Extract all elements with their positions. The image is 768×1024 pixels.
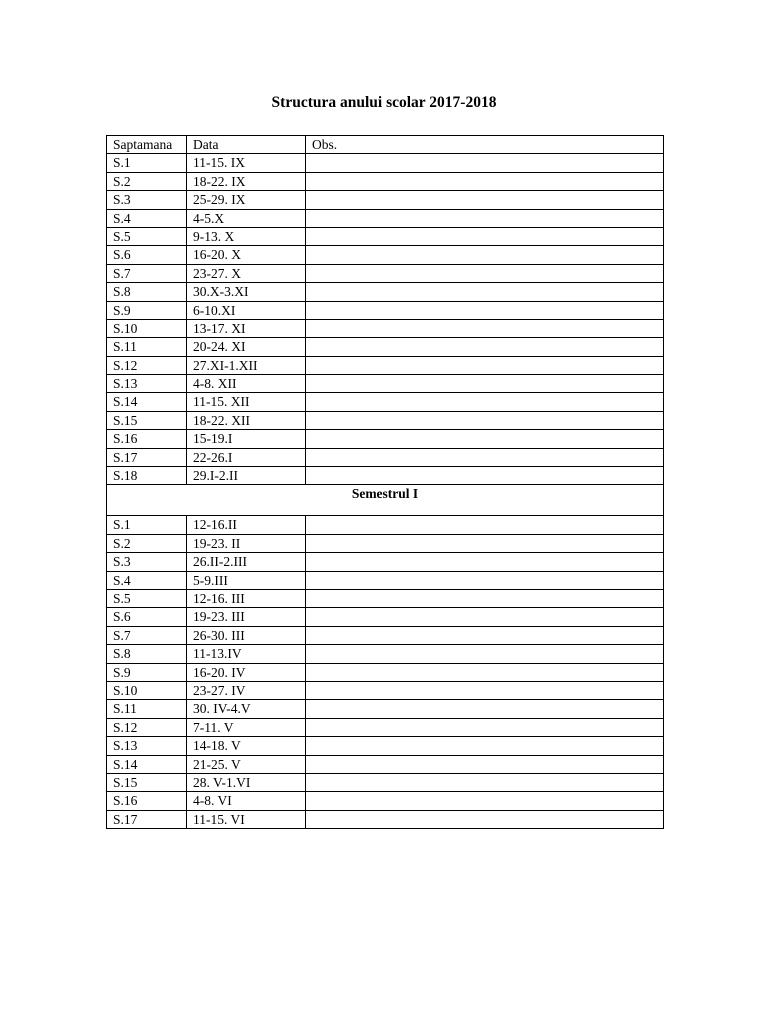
obs-cell: [306, 663, 664, 681]
date-cell: 30.X-3.XI: [187, 283, 306, 301]
document-title: Structura anului scolar 2017-2018: [271, 94, 497, 111]
table-row: [107, 191, 664, 209]
obs-cell: [306, 191, 664, 209]
table-row: [107, 283, 664, 301]
table-row: [107, 430, 664, 448]
date-cell: 26.II-2.III: [187, 553, 306, 571]
week-cell: S.4: [107, 209, 187, 227]
week-cell: S.16: [107, 792, 187, 810]
table-row: [107, 154, 664, 172]
semester-label: Semestrul I: [107, 485, 664, 516]
obs-cell: [306, 700, 664, 718]
week-cell: S.6: [107, 608, 187, 626]
date-cell: 19-23. III: [187, 608, 306, 626]
date-cell: 14-18. V: [187, 737, 306, 755]
obs-cell: [306, 319, 664, 337]
week-cell: S.1: [107, 154, 187, 172]
date-cell: 6-10.XI: [187, 301, 306, 319]
semester-separator-row: [107, 485, 664, 516]
week-cell: S.2: [107, 172, 187, 190]
table-row: [107, 737, 664, 755]
week-cell: S.18: [107, 467, 187, 485]
date-cell: 4-8. VI: [187, 792, 306, 810]
date-cell: 23-27. X: [187, 264, 306, 282]
table-row: [107, 608, 664, 626]
date-cell: 25-29. IX: [187, 191, 306, 209]
date-cell: 12-16. III: [187, 589, 306, 607]
date-cell: 11-13.IV: [187, 645, 306, 663]
date-cell: 30. IV-4.V: [187, 700, 306, 718]
week-cell: S.10: [107, 319, 187, 337]
obs-cell: [306, 356, 664, 374]
date-cell: 4-5.X: [187, 209, 306, 227]
date-cell: 20-24. XI: [187, 338, 306, 356]
obs-cell: [306, 516, 664, 534]
obs-cell: [306, 375, 664, 393]
obs-cell: [306, 283, 664, 301]
obs-cell: [306, 773, 664, 791]
obs-cell: [306, 264, 664, 282]
date-cell: 19-23. II: [187, 534, 306, 552]
week-cell: S.6: [107, 246, 187, 264]
date-cell: 11-15. XII: [187, 393, 306, 411]
table-row: [107, 645, 664, 663]
date-cell: 16-20. IV: [187, 663, 306, 681]
table-body: [107, 136, 664, 829]
week-cell: S.2: [107, 534, 187, 552]
table-row: [107, 375, 664, 393]
obs-cell: [306, 589, 664, 607]
table-row: [107, 718, 664, 736]
obs-cell: [306, 645, 664, 663]
table-row: [107, 810, 664, 828]
obs-cell: [306, 608, 664, 626]
date-cell: 7-11. V: [187, 718, 306, 736]
table-row: [107, 338, 664, 356]
week-cell: S.9: [107, 663, 187, 681]
table-row: [107, 755, 664, 773]
week-cell: S.17: [107, 448, 187, 466]
week-cell: S.11: [107, 700, 187, 718]
week-cell: S.14: [107, 755, 187, 773]
date-cell: 12-16.II: [187, 516, 306, 534]
week-cell: S.14: [107, 393, 187, 411]
obs-cell: [306, 172, 664, 190]
obs-cell: [306, 227, 664, 245]
table-row: [107, 411, 664, 429]
week-cell: S.10: [107, 681, 187, 699]
week-cell: S.8: [107, 645, 187, 663]
table-row: [107, 467, 664, 485]
week-cell: S.8: [107, 283, 187, 301]
table-row: [107, 516, 664, 534]
table-row: [107, 571, 664, 589]
obs-cell: [306, 467, 664, 485]
date-cell: 18-22. IX: [187, 172, 306, 190]
table-row: [107, 393, 664, 411]
week-cell: S.12: [107, 356, 187, 374]
header-week: Saptamana: [107, 136, 187, 154]
week-cell: S.7: [107, 264, 187, 282]
date-cell: 13-17. XI: [187, 319, 306, 337]
obs-cell: [306, 737, 664, 755]
table-row: [107, 792, 664, 810]
date-cell: 23-27. IV: [187, 681, 306, 699]
date-cell: 9-13. X: [187, 227, 306, 245]
header-obs: Obs.: [306, 136, 664, 154]
obs-cell: [306, 301, 664, 319]
week-cell: S.17: [107, 810, 187, 828]
date-cell: 11-15. VI: [187, 810, 306, 828]
table-row: [107, 448, 664, 466]
week-cell: S.5: [107, 227, 187, 245]
obs-cell: [306, 553, 664, 571]
table-row: [107, 301, 664, 319]
table-row: [107, 172, 664, 190]
obs-cell: [306, 411, 664, 429]
date-cell: 26-30. III: [187, 626, 306, 644]
table-row: [107, 553, 664, 571]
week-cell: S.3: [107, 553, 187, 571]
week-cell: S.11: [107, 338, 187, 356]
obs-cell: [306, 430, 664, 448]
table-row: [107, 700, 664, 718]
obs-cell: [306, 681, 664, 699]
table-row: [107, 773, 664, 791]
date-cell: 22-26.I: [187, 448, 306, 466]
date-cell: 5-9.III: [187, 571, 306, 589]
date-cell: 15-19.I: [187, 430, 306, 448]
week-cell: S.7: [107, 626, 187, 644]
obs-cell: [306, 534, 664, 552]
table-row: [107, 356, 664, 374]
obs-cell: [306, 338, 664, 356]
table-row: [107, 626, 664, 644]
obs-cell: [306, 718, 664, 736]
obs-cell: [306, 626, 664, 644]
week-cell: S.5: [107, 589, 187, 607]
school-year-table: [106, 135, 664, 829]
obs-cell: [306, 810, 664, 828]
obs-cell: [306, 209, 664, 227]
obs-cell: [306, 246, 664, 264]
date-cell: 18-22. XII: [187, 411, 306, 429]
table-row: [107, 246, 664, 264]
week-cell: S.3: [107, 191, 187, 209]
week-cell: S.4: [107, 571, 187, 589]
week-cell: S.13: [107, 375, 187, 393]
date-cell: 21-25. V: [187, 755, 306, 773]
week-cell: S.1: [107, 516, 187, 534]
obs-cell: [306, 448, 664, 466]
table-row: [107, 264, 664, 282]
table-row: [107, 681, 664, 699]
week-cell: S.15: [107, 411, 187, 429]
table-header-row: [107, 136, 664, 154]
table-row: [107, 534, 664, 552]
date-cell: 16-20. X: [187, 246, 306, 264]
table-row: [107, 663, 664, 681]
week-cell: S.9: [107, 301, 187, 319]
obs-cell: [306, 571, 664, 589]
week-cell: S.13: [107, 737, 187, 755]
week-cell: S.15: [107, 773, 187, 791]
obs-cell: [306, 792, 664, 810]
table-row: [107, 319, 664, 337]
date-cell: 28. V-1.VI: [187, 773, 306, 791]
header-date: Data: [187, 136, 306, 154]
table-row: [107, 589, 664, 607]
table-row: [107, 227, 664, 245]
obs-cell: [306, 755, 664, 773]
week-cell: S.16: [107, 430, 187, 448]
obs-cell: [306, 393, 664, 411]
week-cell: S.12: [107, 718, 187, 736]
date-cell: 11-15. IX: [187, 154, 306, 172]
date-cell: 4-8. XII: [187, 375, 306, 393]
date-cell: 29.I-2.II: [187, 467, 306, 485]
obs-cell: [306, 154, 664, 172]
table-row: [107, 209, 664, 227]
date-cell: 27.XI-1.XII: [187, 356, 306, 374]
